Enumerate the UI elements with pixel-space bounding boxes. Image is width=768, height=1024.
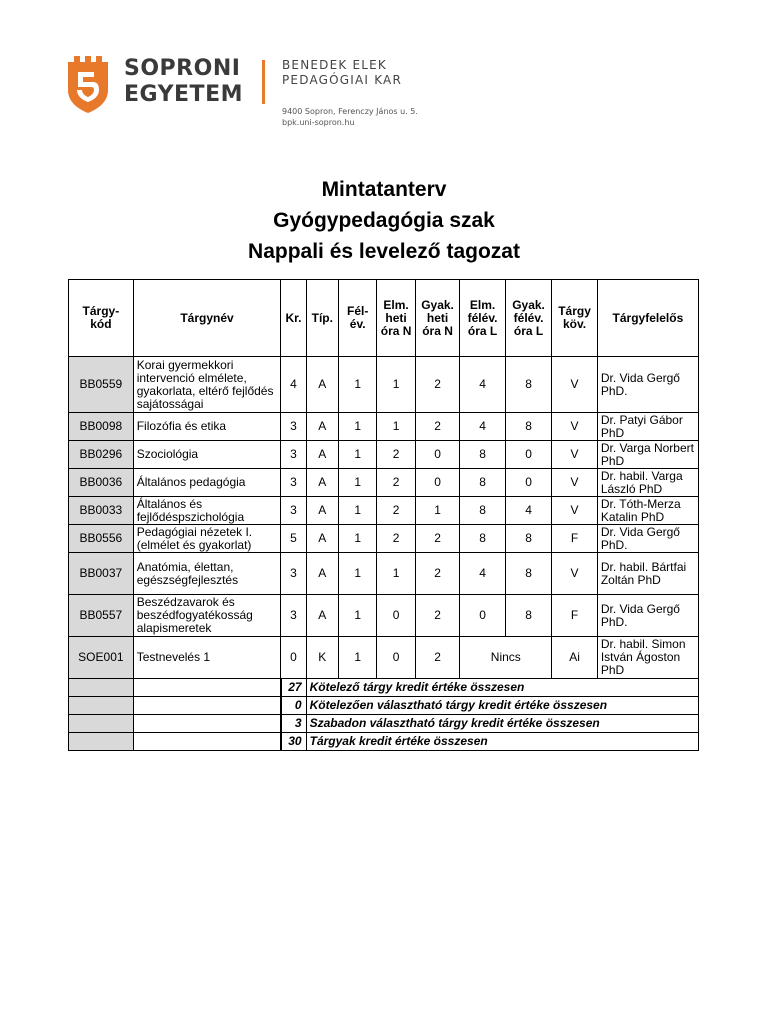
cell-practice-weekly: 0: [415, 469, 459, 497]
summary-credit-value: 30: [281, 733, 306, 751]
cell-lecture-weekly: 0: [377, 637, 415, 679]
summary-credit-value: 0: [281, 697, 306, 715]
col-header-lecture-semester: Elm. félév. óra L: [460, 280, 506, 357]
summary-empty-cell: [133, 733, 281, 751]
university-shield-logo: [64, 54, 112, 114]
cell-credit: 3: [281, 553, 306, 595]
cell-semester: 1: [338, 497, 376, 525]
cell-semester: 1: [338, 413, 376, 441]
cell-responsible: Dr. Vida Gergő PhD.: [597, 525, 698, 553]
cell-subject-name: Anatómia, élettan, egészségfejlesztés: [133, 553, 281, 595]
cell-subject-code: BB0098: [69, 413, 134, 441]
summary-empty-cell: [133, 715, 281, 733]
col-header-practice-weekly: Gyak. heti óra N: [415, 280, 459, 357]
table-row: [69, 357, 699, 413]
col-header-semester: Fél-év.: [338, 280, 376, 357]
curriculum-table: [68, 279, 699, 751]
cell-requirement: V: [552, 357, 598, 413]
cell-lecture-semester: 8: [460, 497, 506, 525]
summary-credit-value: 27: [281, 679, 306, 697]
document-titles: [0, 174, 768, 267]
cell-practice-semester: 0: [505, 441, 552, 469]
cell-practice-semester: 8: [505, 595, 552, 637]
university-name-line2: EGYETEM: [124, 82, 243, 107]
faculty-name-line2: PEDAGÓGIAI KAR: [282, 73, 402, 87]
table-header-row: [69, 280, 699, 357]
cell-practice-weekly: 2: [415, 357, 459, 413]
cell-lecture-semester: 8: [460, 469, 506, 497]
cell-responsible: Dr. Varga Norbert PhD: [597, 441, 698, 469]
col-header-name: Tárgynév: [133, 280, 281, 357]
cell-subject-code: BB0036: [69, 469, 134, 497]
cell-subject-code: BB0033: [69, 497, 134, 525]
cell-requirement: F: [552, 595, 598, 637]
cell-requirement: V: [552, 441, 598, 469]
summary-label: Kötelező tárgy kredit értéke összesen: [306, 679, 698, 697]
header-divider: [262, 60, 265, 104]
cell-lecture-semester: 0: [460, 595, 506, 637]
cell-practice-semester: 0: [505, 469, 552, 497]
table-row: [69, 637, 699, 679]
summary-row: [69, 679, 699, 697]
col-header-code: Tárgy-kód: [69, 280, 134, 357]
cell-subject-code: BB0557: [69, 595, 134, 637]
summary-empty-cell: [133, 697, 281, 715]
letterhead: [0, 0, 768, 130]
cell-subject-name: Filozófia és etika: [133, 413, 281, 441]
cell-semester: 1: [338, 553, 376, 595]
table-row: [69, 553, 699, 595]
cell-subject-code: BB0559: [69, 357, 134, 413]
cell-credit: 3: [281, 595, 306, 637]
cell-lecture-weekly: 2: [377, 525, 415, 553]
cell-requirement: Ai: [552, 637, 598, 679]
table-row: [69, 413, 699, 441]
cell-type: K: [306, 637, 338, 679]
university-name-line1: SOPRONI: [124, 56, 241, 81]
university-name: [124, 56, 243, 108]
cell-type: A: [306, 469, 338, 497]
summary-label: Kötelezően választható tárgy kredit értéke összesen: [306, 697, 698, 715]
col-header-requirement: Tárgy köv.: [552, 280, 598, 357]
cell-lecture-weekly: 2: [377, 497, 415, 525]
cell-semester: 1: [338, 525, 376, 553]
cell-requirement: V: [552, 469, 598, 497]
cell-subject-code: BB0037: [69, 553, 134, 595]
cell-practice-weekly: 2: [415, 637, 459, 679]
faculty-address: [282, 106, 418, 128]
cell-subject-name: Pedagógiai nézetek I. (elmélet és gyakorlat): [133, 525, 281, 553]
table-row: [69, 441, 699, 469]
cell-lecture-semester: 4: [460, 357, 506, 413]
cell-subject-name: Általános pedagógia: [133, 469, 281, 497]
summary-credit-value: 3: [281, 715, 306, 733]
cell-lecture-semester: 4: [460, 553, 506, 595]
cell-semester: 1: [338, 595, 376, 637]
summary-blank-cell: [69, 733, 134, 751]
faculty-name-line1: BENEDEK ELEK: [282, 58, 387, 72]
cell-lecture-weekly: 1: [377, 357, 415, 413]
cell-practice-weekly: 2: [415, 595, 459, 637]
summary-row: [69, 733, 699, 751]
cell-credit: 5: [281, 525, 306, 553]
cell-requirement: F: [552, 525, 598, 553]
cell-type: A: [306, 497, 338, 525]
cell-subject-name: Beszédzavarok és beszédfogyatékosság alapismeretek: [133, 595, 281, 637]
summary-label: Tárgyak kredit értéke összesen: [306, 733, 698, 751]
cell-practice-weekly: 1: [415, 497, 459, 525]
cell-lecture-semester: 4: [460, 413, 506, 441]
cell-responsible: Dr. habil. Varga László PhD: [597, 469, 698, 497]
cell-responsible: Dr. Vida Gergő PhD.: [597, 595, 698, 637]
cell-type: A: [306, 357, 338, 413]
cell-semester: 1: [338, 441, 376, 469]
cell-subject-name: Általános és fejlődéspszichológia: [133, 497, 281, 525]
cell-practice-weekly: 2: [415, 525, 459, 553]
col-header-responsible: Tárgyfelelős: [597, 280, 698, 357]
cell-lecture-semester: Nincs: [460, 637, 552, 679]
cell-credit: 4: [281, 357, 306, 413]
summary-row: [69, 715, 699, 733]
cell-type: A: [306, 553, 338, 595]
cell-practice-semester: 8: [505, 357, 552, 413]
col-header-type: Típ.: [306, 280, 338, 357]
cell-lecture-weekly: 1: [377, 553, 415, 595]
cell-semester: 1: [338, 637, 376, 679]
cell-subject-name: Korai gyermekkori intervenció elmélete, gyakorlata, eltérő fejlődés sajátosságai: [133, 357, 281, 413]
col-header-practice-semester: Gyak. félév. óra L: [505, 280, 552, 357]
summary-blank-cell: [69, 715, 134, 733]
summary-empty-cell: [133, 679, 281, 697]
table-row: [69, 497, 699, 525]
cell-semester: 1: [338, 357, 376, 413]
summary-blank-cell: [69, 697, 134, 715]
table-row: [69, 469, 699, 497]
cell-practice-weekly: 2: [415, 553, 459, 595]
cell-responsible: Dr. Vida Gergő PhD.: [597, 357, 698, 413]
cell-type: A: [306, 413, 338, 441]
cell-requirement: V: [552, 413, 598, 441]
cell-lecture-semester: 8: [460, 525, 506, 553]
cell-requirement: V: [552, 497, 598, 525]
title-mode: Nappali és levelező tagozat: [248, 240, 520, 263]
cell-subject-name: Testnevelés 1: [133, 637, 281, 679]
web-address: bpk.uni-sopron.hu: [282, 118, 355, 127]
cell-subject-code: BB0296: [69, 441, 134, 469]
faculty-name: [282, 58, 402, 88]
address-line: 9400 Sopron, Ferenczy János u. 5.: [282, 107, 418, 116]
cell-requirement: V: [552, 553, 598, 595]
table-row: [69, 525, 699, 553]
cell-practice-semester: 8: [505, 553, 552, 595]
cell-semester: 1: [338, 469, 376, 497]
cell-responsible: Dr. Tóth-Merza Katalin PhD: [597, 497, 698, 525]
cell-type: A: [306, 441, 338, 469]
cell-lecture-weekly: 0: [377, 595, 415, 637]
cell-responsible: Dr. habil. Bártfai Zoltán PhD: [597, 553, 698, 595]
title-program: Gyógypedagógia szak: [273, 209, 495, 232]
cell-practice-semester: 4: [505, 497, 552, 525]
cell-subject-code: BB0556: [69, 525, 134, 553]
cell-credit: 3: [281, 441, 306, 469]
cell-lecture-semester: 8: [460, 441, 506, 469]
cell-responsible: Dr. Patyi Gábor PhD: [597, 413, 698, 441]
cell-lecture-weekly: 1: [377, 413, 415, 441]
summary-blank-cell: [69, 679, 134, 697]
cell-subject-code: SOE001: [69, 637, 134, 679]
cell-practice-weekly: 0: [415, 441, 459, 469]
cell-practice-semester: 8: [505, 525, 552, 553]
cell-lecture-weekly: 2: [377, 469, 415, 497]
summary-label: Szabadon választható tárgy kredit értéke összesen: [306, 715, 698, 733]
cell-type: A: [306, 595, 338, 637]
cell-credit: 3: [281, 413, 306, 441]
cell-subject-name: Szociológia: [133, 441, 281, 469]
cell-credit: 3: [281, 497, 306, 525]
title-main: Mintatanterv: [321, 178, 447, 201]
cell-type: A: [306, 525, 338, 553]
col-header-credit: Kr.: [281, 280, 306, 357]
summary-row: [69, 697, 699, 715]
cell-lecture-weekly: 2: [377, 441, 415, 469]
cell-credit: 3: [281, 469, 306, 497]
col-header-lecture-weekly: Elm. heti óra N: [377, 280, 415, 357]
table-row: [69, 595, 699, 637]
cell-practice-semester: 8: [505, 413, 552, 441]
cell-practice-weekly: 2: [415, 413, 459, 441]
cell-responsible: Dr. habil. Simon István Ágoston PhD: [597, 637, 698, 679]
cell-credit: 0: [281, 637, 306, 679]
